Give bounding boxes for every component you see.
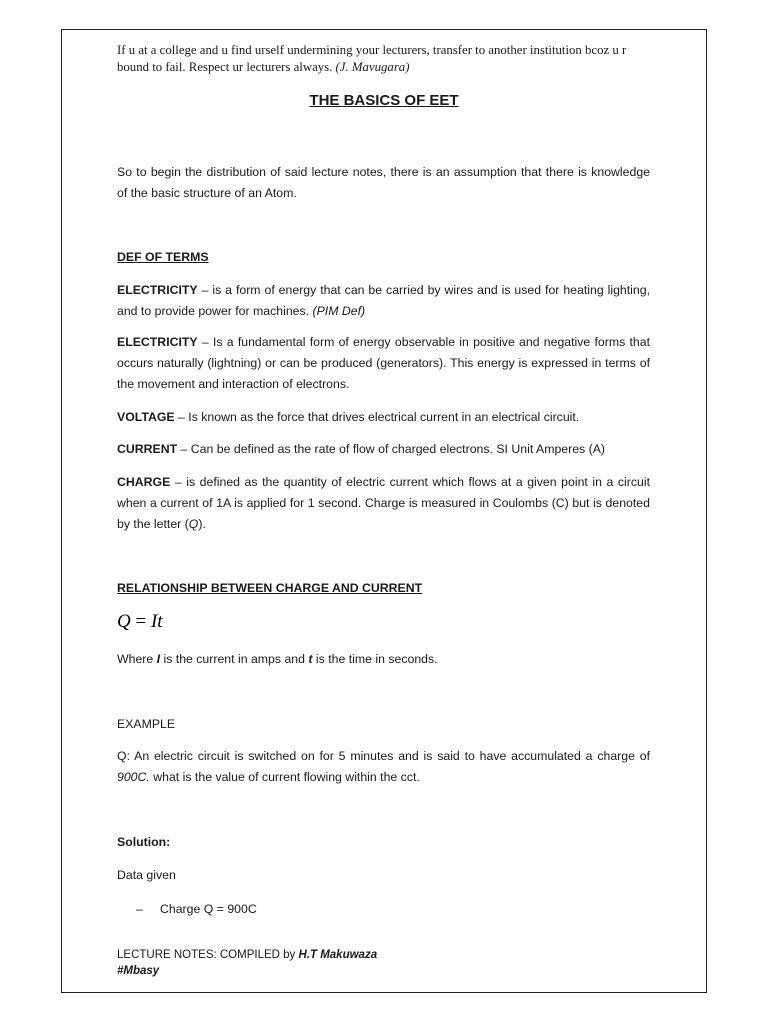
- formula-rhs: It: [150, 611, 163, 632]
- definition-body: – is defined as the quantity of electric current which flows at a given point in a circuit when a current of 1A is applied for 1 second. Charge is measured in Coulombs (C) but is denoted by the letter (: [117, 475, 650, 531]
- where-text: is the time in seconds.: [312, 652, 438, 666]
- solution-label: Solution:: [117, 835, 171, 849]
- intro-paragraph: So to begin the distribution of said lecture notes, there is an assumption that there is knowledge of the basic structure of an Atom.: [117, 165, 650, 200]
- quote-text: If u at a college and u find urself undermining your lecturers, transfer to another institution bcoz u r bound to fail. Respect ur lecturers always.: [117, 43, 627, 74]
- question-text: Q: An electric circuit is switched on for 5 minutes and is said to have accumulated a charge of: [117, 749, 650, 763]
- question-value: 900C.: [117, 770, 150, 784]
- definition-body: – Is known as the force that drives electrical current in an electrical circuit.: [174, 410, 580, 424]
- definition-term: VOLTAGE: [117, 410, 175, 424]
- def-heading: DEF OF TERMS: [117, 250, 209, 264]
- footer-author: H.T Makuwaza: [298, 949, 378, 961]
- data-bullet-item: [136, 899, 257, 920]
- definition-note: Q: [188, 517, 199, 531]
- definition-body: – is a form of energy that can be carried by wires and is used for heating lighting, and to provide power for machines.: [117, 283, 650, 318]
- definition-electricity-2: [117, 332, 650, 395]
- definition-voltage: [117, 407, 650, 428]
- document-title: THE BASICS OF EET: [309, 92, 459, 109]
- opening-quote: [117, 42, 657, 76]
- where-text: Where: [117, 652, 157, 666]
- definition-term: ELECTRICITY: [117, 335, 198, 349]
- definition-tail: ).: [198, 517, 206, 531]
- formula-equals: =: [130, 611, 151, 632]
- where-text: is the current in amps and: [160, 652, 309, 666]
- bullet-dash: –: [136, 902, 143, 916]
- footer-tag: #Mbasy: [117, 965, 160, 977]
- quote-attribution: (J. Mavugara): [335, 60, 410, 74]
- where-explanation: [117, 649, 650, 670]
- relationship-heading: RELATIONSHIP BETWEEN CHARGE AND CURRENT: [117, 581, 423, 595]
- example-question: [117, 746, 650, 788]
- where-var-i: I: [156, 652, 161, 666]
- question-text: what is the value of current flowing within the cct.: [149, 770, 420, 784]
- definition-body: – Can be defined as the rate of flow of charged electrons. SI Unit Amperes (A): [177, 442, 606, 456]
- example-heading: EXAMPLE: [117, 717, 176, 731]
- definition-electricity-1: [117, 280, 650, 322]
- definition-term: ELECTRICITY: [117, 283, 198, 297]
- definition-body: – Is a fundamental form of energy observable in positive and negative forms that occurs naturally (lightning) or can be produced (generators). This energy is expressed in terms of the movement and interaction of electrons.: [117, 335, 650, 391]
- footer-prefix: LECTURE NOTES: COMPILED by: [117, 949, 299, 961]
- definition-term: CURRENT: [117, 442, 178, 456]
- bullet-text: Charge Q = 900C: [160, 902, 257, 916]
- data-given-label: Data given: [117, 868, 176, 882]
- page-footer: [117, 947, 377, 979]
- formula-lhs: Q: [117, 611, 131, 632]
- definition-term: CHARGE: [117, 475, 171, 489]
- where-var-t: t: [308, 652, 313, 666]
- charge-current-formula: [117, 611, 163, 633]
- definition-charge: [117, 472, 650, 535]
- definition-note: (PIM Def): [312, 304, 366, 318]
- definition-current: [117, 439, 650, 460]
